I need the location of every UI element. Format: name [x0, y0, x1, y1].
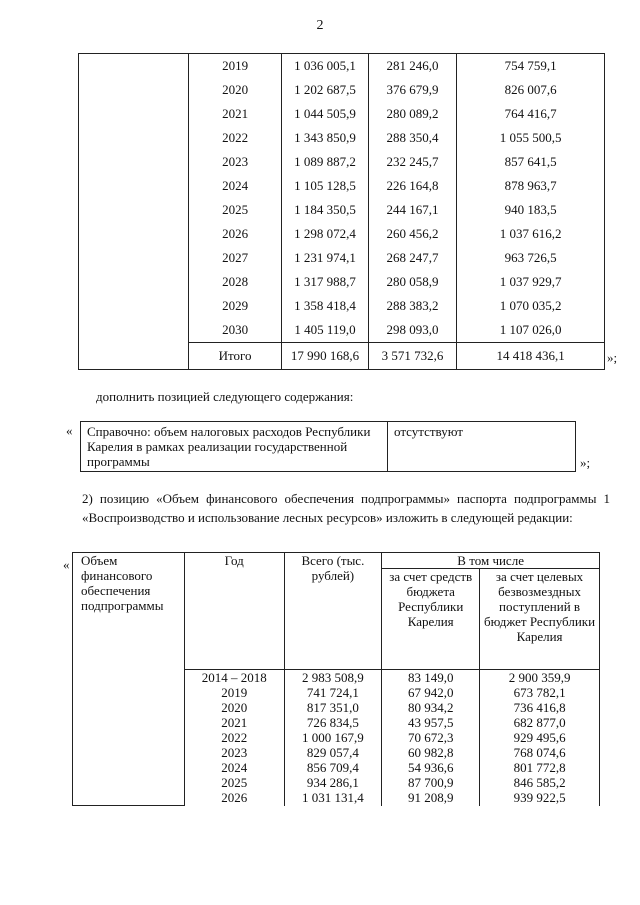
empty-cell [79, 246, 189, 270]
col3-cell: 963 726,5 [457, 246, 605, 270]
year-cell: 2026 [184, 790, 284, 806]
empty-cell [73, 700, 185, 715]
table-row [79, 198, 605, 222]
paragraph-position-2: 2) позицию «Объем финансового обеспечения подпрограммы» паспорта подпрограммы 1 «Воспроизводство и использование лесных ресурсов» изложить в следующей редакции: [82, 491, 610, 525]
empty-cell [73, 775, 185, 790]
table3-open-quote: « [63, 557, 70, 572]
col2-cell: 280 058,9 [368, 270, 456, 294]
table2-closing-quote: »; [580, 455, 591, 470]
page-number: 2 [316, 18, 324, 33]
table-row [79, 318, 605, 343]
col2-cell: 288 350,4 [368, 126, 456, 150]
grand-col3-cell: 14 418 436,1 [457, 343, 605, 370]
budget-cell: 70 672,3 [382, 730, 480, 745]
header-including: В том числе [382, 553, 600, 569]
targeted-cell: 2 900 359,9 [480, 670, 600, 686]
col3-cell: 1 037 616,2 [457, 222, 605, 246]
col3-cell: 1 070 035,2 [457, 294, 605, 318]
total-cell: 741 724,1 [284, 685, 382, 700]
year-cell: 2024 [184, 760, 284, 775]
year-cell: 2022 [184, 730, 284, 745]
total-cell: 829 057,4 [284, 745, 382, 760]
table-row [73, 775, 600, 790]
table-row [79, 54, 605, 79]
table-row [73, 790, 600, 806]
year-cell: 2023 [188, 150, 281, 174]
empty-cell [79, 198, 189, 222]
col2-cell: 232 245,7 [368, 150, 456, 174]
tax-expenditure-label: Справочно: объем налоговых расходов Республики Карелия в рамках реализации государственной программы [81, 422, 388, 472]
budget-cell: 67 942,0 [382, 685, 480, 700]
targeted-cell: 673 782,1 [480, 685, 600, 700]
subprogram-funding-table [72, 552, 600, 806]
table-row [73, 700, 600, 715]
empty-cell [73, 790, 185, 806]
header-total: Всего (тыс. рублей) [284, 553, 382, 670]
table-row [73, 760, 600, 775]
year-cell: 2021 [184, 715, 284, 730]
table-row [79, 102, 605, 126]
empty-cell [79, 54, 189, 79]
targeted-cell: 736 416,8 [480, 700, 600, 715]
col2-cell: 288 383,2 [368, 294, 456, 318]
empty-cell [79, 343, 189, 370]
year-cell: 2027 [188, 246, 281, 270]
total-cell: 1 202 687,5 [282, 78, 368, 102]
grand-col2-cell: 3 571 732,6 [368, 343, 456, 370]
total-cell: 856 709,4 [284, 760, 382, 775]
col3-cell: 1 107 026,0 [457, 318, 605, 343]
year-cell: 2020 [188, 78, 281, 102]
year-cell: 2028 [188, 270, 281, 294]
col2-cell: 281 246,0 [368, 54, 456, 79]
table-row [73, 730, 600, 745]
total-cell: 1 298 072,4 [282, 222, 368, 246]
budget-cell: 80 934,2 [382, 700, 480, 715]
year-cell: 2014 – 2018 [184, 670, 284, 686]
total-cell: 1 000 167,9 [284, 730, 382, 745]
table-row [73, 715, 600, 730]
total-cell: 1 358 418,4 [282, 294, 368, 318]
total-cell: 1 231 974,1 [282, 246, 368, 270]
header-budget: за счет средств бюджета Республики Карелия [382, 569, 480, 670]
paragraph-add-position: дополнить позицией следующего содержания: [96, 389, 354, 404]
year-cell: 2021 [188, 102, 281, 126]
budget-cell: 91 208,9 [382, 790, 480, 806]
targeted-cell: 801 772,8 [480, 760, 600, 775]
col2-cell: 376 679,9 [368, 78, 456, 102]
total-cell: 1 036 005,1 [282, 54, 368, 79]
targeted-cell: 768 074,6 [480, 745, 600, 760]
year-cell: 2023 [184, 745, 284, 760]
total-cell: 1 405 119,0 [282, 318, 368, 343]
table-row [79, 78, 605, 102]
year-cell: 2019 [184, 685, 284, 700]
col2-cell: 298 093,0 [368, 318, 456, 343]
col2-cell: 260 456,2 [368, 222, 456, 246]
total-cell: 1 105 128,5 [282, 174, 368, 198]
empty-cell [73, 730, 185, 745]
year-cell: 2020 [184, 700, 284, 715]
empty-cell [79, 270, 189, 294]
grand-total-cell: 17 990 168,6 [282, 343, 368, 370]
funding-table-continued [78, 53, 605, 370]
targeted-cell: 939 922,5 [480, 790, 600, 806]
col2-cell: 244 167,1 [368, 198, 456, 222]
table-row [79, 294, 605, 318]
table-row [79, 150, 605, 174]
col3-cell: 1 055 500,5 [457, 126, 605, 150]
tax-expenditure-table [80, 421, 576, 472]
total-cell: 2 983 508,9 [284, 670, 382, 686]
table-row [79, 222, 605, 246]
table-row [73, 745, 600, 760]
total-label: Итого [188, 343, 281, 370]
total-cell: 1 044 505,9 [282, 102, 368, 126]
empty-cell [79, 102, 189, 126]
total-cell: 1 089 887,2 [282, 150, 368, 174]
total-cell: 1 317 988,7 [282, 270, 368, 294]
empty-cell [79, 78, 189, 102]
table1-closing-quote: »; [607, 350, 618, 365]
tax-expenditure-value: отсутствуют [388, 422, 576, 472]
table-row [79, 174, 605, 198]
table-row [79, 270, 605, 294]
col2-cell: 226 164,8 [368, 174, 456, 198]
empty-cell [73, 715, 185, 730]
empty-cell [73, 670, 185, 686]
empty-cell [79, 126, 189, 150]
header-targeted: за счет целевых безвозмездных поступлений в бюджет Республики Карелия [480, 569, 600, 670]
total-cell: 1 184 350,5 [282, 198, 368, 222]
col3-cell: 826 007,6 [457, 78, 605, 102]
funding-title: Объем финансового обеспечения подпрограммы [73, 553, 185, 670]
col3-cell: 857 641,5 [457, 150, 605, 174]
total-cell: 1 031 131,4 [284, 790, 382, 806]
col3-cell: 878 963,7 [457, 174, 605, 198]
col3-cell: 754 759,1 [457, 54, 605, 79]
col2-cell: 280 089,2 [368, 102, 456, 126]
empty-cell [73, 760, 185, 775]
total-cell: 817 351,0 [284, 700, 382, 715]
budget-cell: 43 957,5 [382, 715, 480, 730]
total-cell: 726 834,5 [284, 715, 382, 730]
total-cell: 1 343 850,9 [282, 126, 368, 150]
year-cell: 2026 [188, 222, 281, 246]
year-cell: 2029 [188, 294, 281, 318]
col3-cell: 940 183,5 [457, 198, 605, 222]
year-cell: 2030 [188, 318, 281, 343]
targeted-cell: 846 585,2 [480, 775, 600, 790]
total-row [79, 343, 605, 370]
table2-open-quote: « [66, 423, 73, 438]
table-row [73, 670, 600, 686]
table-row [79, 246, 605, 270]
budget-cell: 87 700,9 [382, 775, 480, 790]
year-cell: 2022 [188, 126, 281, 150]
budget-cell: 54 936,6 [382, 760, 480, 775]
targeted-cell: 682 877,0 [480, 715, 600, 730]
year-cell: 2025 [184, 775, 284, 790]
empty-cell [79, 174, 189, 198]
col3-cell: 764 416,7 [457, 102, 605, 126]
empty-cell [79, 150, 189, 174]
col3-cell: 1 037 929,7 [457, 270, 605, 294]
budget-cell: 83 149,0 [382, 670, 480, 686]
year-cell: 2025 [188, 198, 281, 222]
empty-cell [73, 745, 185, 760]
budget-cell: 60 982,8 [382, 745, 480, 760]
empty-cell [79, 222, 189, 246]
header-year: Год [184, 553, 284, 670]
empty-cell [73, 685, 185, 700]
empty-cell [79, 318, 189, 343]
empty-cell [79, 294, 189, 318]
col2-cell: 268 247,7 [368, 246, 456, 270]
year-cell: 2019 [188, 54, 281, 79]
targeted-cell: 929 495,6 [480, 730, 600, 745]
year-cell: 2024 [188, 174, 281, 198]
table-row [73, 685, 600, 700]
total-cell: 934 286,1 [284, 775, 382, 790]
table-row [79, 126, 605, 150]
